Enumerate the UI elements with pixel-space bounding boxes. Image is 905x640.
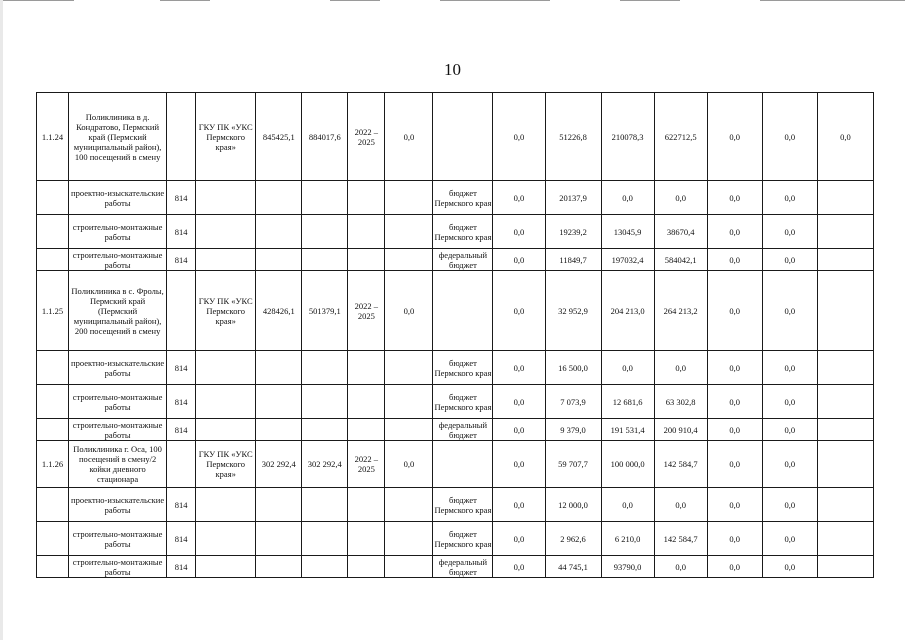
value-col12-cell: 0,0 (601, 488, 654, 522)
table-row-subitem (37, 249, 874, 271)
item-number-cell (37, 181, 69, 215)
value-col14-cell: 0,0 (707, 181, 762, 215)
customer-cell (196, 522, 256, 556)
customer-cell (196, 181, 256, 215)
item-name-cell: строительно-монтажные работы (69, 385, 167, 419)
cost-current-cell (302, 522, 348, 556)
cost-current-cell (302, 385, 348, 419)
period-cell (348, 522, 385, 556)
cost-current-cell (302, 351, 348, 385)
period-cell (348, 488, 385, 522)
value-col15-cell: 0,0 (762, 385, 817, 419)
item-name-cell: строительно-монтажные работы (69, 556, 167, 578)
department-code-cell: 814 (167, 556, 196, 578)
value-col16-cell (817, 556, 873, 578)
value-col13-cell: 0,0 (654, 488, 707, 522)
item-name-cell: проектно-изыскательские работы (69, 181, 167, 215)
value-col8-cell (385, 556, 433, 578)
cost-current-cell (302, 215, 348, 249)
item-number-cell (37, 556, 69, 578)
cost-estimate-cell (256, 488, 302, 522)
department-code-cell (167, 93, 196, 181)
value-col11-cell: 2 962,6 (545, 522, 601, 556)
department-code-cell (167, 441, 196, 488)
funding-source-cell: бюджет Пермского края (433, 215, 493, 249)
cost-estimate-cell (256, 556, 302, 578)
cost-estimate-cell: 845425,1 (256, 93, 302, 181)
item-number-cell (37, 419, 69, 441)
value-col12-cell: 93790,0 (601, 556, 654, 578)
value-col10-cell: 0,0 (493, 488, 545, 522)
value-col13-cell: 200 910,4 (654, 419, 707, 441)
cost-estimate-cell (256, 522, 302, 556)
value-col8-cell (385, 351, 433, 385)
value-col10-cell: 0,0 (493, 522, 545, 556)
cost-estimate-cell (256, 385, 302, 419)
value-col8-cell (385, 215, 433, 249)
value-col10-cell: 0,0 (493, 181, 545, 215)
cost-current-cell (302, 488, 348, 522)
period-cell (348, 215, 385, 249)
value-col11-cell: 32 952,9 (545, 271, 601, 351)
period-cell: 2022 – 2025 (348, 93, 385, 181)
value-col15-cell: 0,0 (762, 522, 817, 556)
department-code-cell: 814 (167, 522, 196, 556)
value-col8-cell: 0,0 (385, 93, 433, 181)
value-col14-cell: 0,0 (707, 351, 762, 385)
cost-current-cell (302, 249, 348, 271)
value-col13-cell: 0,0 (654, 351, 707, 385)
period-cell (348, 351, 385, 385)
period-cell (348, 181, 385, 215)
value-col15-cell: 0,0 (762, 441, 817, 488)
value-col12-cell: 204 213,0 (601, 271, 654, 351)
value-col11-cell: 11849,7 (545, 249, 601, 271)
item-number-cell: 1.1.26 (37, 441, 69, 488)
cost-current-cell: 302 292,4 (302, 441, 348, 488)
value-col8-cell (385, 522, 433, 556)
value-col16-cell (817, 181, 873, 215)
table-row-subitem (37, 181, 874, 215)
funding-source-cell (433, 441, 493, 488)
value-col14-cell: 0,0 (707, 556, 762, 578)
page-number: 10 (444, 60, 461, 79)
cost-current-cell (302, 419, 348, 441)
customer-cell (196, 385, 256, 419)
department-code-cell: 814 (167, 419, 196, 441)
item-number-cell (37, 522, 69, 556)
item-name-cell: проектно-изыскательские работы (69, 488, 167, 522)
item-name-cell: Поликлиника в д. Кондратово, Пермский край (Пермский муниципальный район), 100 посещений в смену (69, 93, 167, 181)
value-col11-cell: 7 073,9 (545, 385, 601, 419)
value-col10-cell: 0,0 (493, 385, 545, 419)
value-col15-cell: 0,0 (762, 488, 817, 522)
department-code-cell: 814 (167, 488, 196, 522)
table-row-subitem (37, 522, 874, 556)
value-col10-cell: 0,0 (493, 215, 545, 249)
cost-estimate-cell (256, 419, 302, 441)
value-col10-cell: 0,0 (493, 441, 545, 488)
period-cell (348, 385, 385, 419)
value-col11-cell: 59 707,7 (545, 441, 601, 488)
table-row-subitem (37, 351, 874, 385)
value-col14-cell: 0,0 (707, 271, 762, 351)
department-code-cell: 814 (167, 215, 196, 249)
value-col16-cell (817, 441, 873, 488)
value-col14-cell: 0,0 (707, 249, 762, 271)
cost-estimate-cell (256, 215, 302, 249)
table-row-subitem (37, 488, 874, 522)
value-col13-cell: 63 302,8 (654, 385, 707, 419)
cost-current-cell: 884017,6 (302, 93, 348, 181)
customer-cell: ГКУ ПК «УКС Пермского края» (196, 441, 256, 488)
budget-table (36, 92, 874, 578)
value-col12-cell: 12 681,6 (601, 385, 654, 419)
funding-source-cell (433, 93, 493, 181)
value-col14-cell: 0,0 (707, 441, 762, 488)
cost-estimate-cell (256, 351, 302, 385)
customer-cell: ГКУ ПК «УКС Пермского края» (196, 271, 256, 351)
value-col14-cell: 0,0 (707, 385, 762, 419)
table-row-subitem (37, 419, 874, 441)
customer-cell (196, 215, 256, 249)
value-col8-cell (385, 488, 433, 522)
item-number-cell: 1.1.24 (37, 93, 69, 181)
value-col11-cell: 9 379,0 (545, 419, 601, 441)
value-col11-cell: 19239,2 (545, 215, 601, 249)
department-code-cell: 814 (167, 385, 196, 419)
value-col8-cell: 0,0 (385, 271, 433, 351)
item-number-cell (37, 215, 69, 249)
scan-top-edge (0, 0, 905, 3)
cost-current-cell (302, 181, 348, 215)
item-number-cell (37, 249, 69, 271)
value-col8-cell (385, 385, 433, 419)
funding-source-cell (433, 271, 493, 351)
item-name-cell: строительно-монтажные работы (69, 522, 167, 556)
customer-cell (196, 249, 256, 271)
customer-cell (196, 556, 256, 578)
value-col16-cell (817, 215, 873, 249)
item-name-cell: проектно-изыскательские работы (69, 351, 167, 385)
cost-estimate-cell (256, 181, 302, 215)
value-col15-cell: 0,0 (762, 419, 817, 441)
customer-cell (196, 419, 256, 441)
funding-source-cell: бюджет Пермского края (433, 385, 493, 419)
value-col10-cell: 0,0 (493, 93, 545, 181)
item-number-cell: 1.1.25 (37, 271, 69, 351)
value-col12-cell: 191 531,4 (601, 419, 654, 441)
value-col8-cell (385, 181, 433, 215)
table-row-item (37, 441, 874, 488)
item-name-cell: строительно-монтажные работы (69, 249, 167, 271)
value-col16-cell (817, 488, 873, 522)
funding-source-cell: бюджет Пермского края (433, 488, 493, 522)
value-col15-cell: 0,0 (762, 271, 817, 351)
value-col16-cell (817, 522, 873, 556)
value-col13-cell: 584042,1 (654, 249, 707, 271)
item-name-cell: строительно-монтажные работы (69, 215, 167, 249)
table-row-item (37, 93, 874, 181)
value-col10-cell: 0,0 (493, 351, 545, 385)
value-col8-cell (385, 249, 433, 271)
cost-estimate-cell: 302 292,4 (256, 441, 302, 488)
department-code-cell: 814 (167, 249, 196, 271)
value-col16-cell (817, 249, 873, 271)
value-col12-cell: 13045,9 (601, 215, 654, 249)
table-row-subitem (37, 385, 874, 419)
funding-source-cell: федеральный бюджет (433, 419, 493, 441)
scan-left-edge (0, 0, 3, 640)
value-col13-cell: 38670,4 (654, 215, 707, 249)
department-code-cell (167, 271, 196, 351)
value-col15-cell: 0,0 (762, 351, 817, 385)
period-cell (348, 556, 385, 578)
cost-estimate-cell: 428426,1 (256, 271, 302, 351)
value-col10-cell: 0,0 (493, 271, 545, 351)
value-col16-cell (817, 351, 873, 385)
department-code-cell: 814 (167, 181, 196, 215)
value-col14-cell: 0,0 (707, 488, 762, 522)
value-col11-cell: 12 000,0 (545, 488, 601, 522)
table-row-subitem (37, 215, 874, 249)
period-cell (348, 419, 385, 441)
value-col10-cell: 0,0 (493, 249, 545, 271)
value-col10-cell: 0,0 (493, 419, 545, 441)
item-number-cell (37, 385, 69, 419)
value-col16-cell: 0,0 (817, 93, 873, 181)
period-cell: 2022 – 2025 (348, 271, 385, 351)
cost-current-cell: 501379,1 (302, 271, 348, 351)
value-col13-cell: 0,0 (654, 556, 707, 578)
value-col15-cell: 0,0 (762, 181, 817, 215)
value-col11-cell: 20137,9 (545, 181, 601, 215)
value-col14-cell: 0,0 (707, 419, 762, 441)
funding-source-cell: федеральный бюджет (433, 249, 493, 271)
item-name-cell: Поликлиника г. Оса, 100 посещений в смену/2 койки дневного стационара (69, 441, 167, 488)
value-col16-cell (817, 385, 873, 419)
value-col10-cell: 0,0 (493, 556, 545, 578)
value-col11-cell: 16 500,0 (545, 351, 601, 385)
table-row-item (37, 271, 874, 351)
value-col12-cell: 100 000,0 (601, 441, 654, 488)
cost-estimate-cell (256, 249, 302, 271)
value-col13-cell: 622712,5 (654, 93, 707, 181)
value-col13-cell: 0,0 (654, 181, 707, 215)
value-col12-cell: 0,0 (601, 181, 654, 215)
period-cell (348, 249, 385, 271)
cost-current-cell (302, 556, 348, 578)
value-col11-cell: 44 745,1 (545, 556, 601, 578)
value-col8-cell (385, 419, 433, 441)
value-col12-cell: 197032,4 (601, 249, 654, 271)
value-col16-cell (817, 271, 873, 351)
value-col15-cell: 0,0 (762, 215, 817, 249)
item-name-cell: строительно-монтажные работы (69, 419, 167, 441)
value-col13-cell: 264 213,2 (654, 271, 707, 351)
value-col14-cell: 0,0 (707, 93, 762, 181)
department-code-cell: 814 (167, 351, 196, 385)
value-col13-cell: 142 584,7 (654, 441, 707, 488)
value-col14-cell: 0,0 (707, 215, 762, 249)
value-col16-cell (817, 419, 873, 441)
item-number-cell (37, 488, 69, 522)
funding-source-cell: бюджет Пермского края (433, 181, 493, 215)
item-name-cell: Поликлиника в с. Фролы, Пермский край (Пермский муниципальный район), 200 посещений в смену (69, 271, 167, 351)
table-row-subitem (37, 556, 874, 578)
value-col15-cell: 0,0 (762, 556, 817, 578)
customer-cell: ГКУ ПК «УКС Пермского края» (196, 93, 256, 181)
value-col15-cell: 0,0 (762, 249, 817, 271)
value-col12-cell: 210078,3 (601, 93, 654, 181)
value-col15-cell: 0,0 (762, 93, 817, 181)
item-number-cell (37, 351, 69, 385)
period-cell: 2022 – 2025 (348, 441, 385, 488)
funding-source-cell: бюджет Пермского края (433, 522, 493, 556)
funding-source-cell: бюджет Пермского края (433, 351, 493, 385)
funding-source-cell: федеральный бюджет (433, 556, 493, 578)
value-col12-cell: 6 210,0 (601, 522, 654, 556)
value-col11-cell: 51226,8 (545, 93, 601, 181)
customer-cell (196, 488, 256, 522)
value-col13-cell: 142 584,7 (654, 522, 707, 556)
value-col12-cell: 0,0 (601, 351, 654, 385)
customer-cell (196, 351, 256, 385)
value-col8-cell: 0,0 (385, 441, 433, 488)
value-col14-cell: 0,0 (707, 522, 762, 556)
